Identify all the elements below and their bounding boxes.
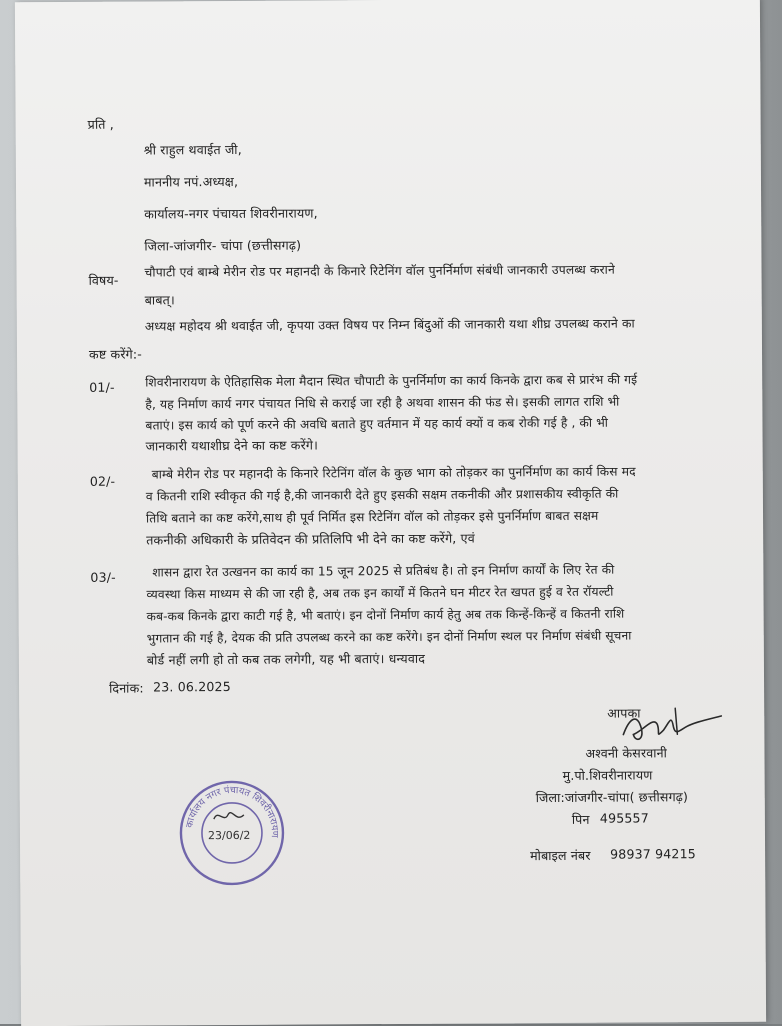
intro-line-2: कष्ट करेंगे:- [88,346,143,362]
salutation: प्रति , [87,116,114,132]
point-line: तिथि बताने का कष्ट करेंगे,साथ ही पूर्व निर्मित इस रिटेनिंग वॉल को तोड़कर इसे पुनर्निर्माण बाबत सक्षम [145,508,599,526]
date-label: दिनांक: [109,680,144,696]
mobile-value: 98937 94215 [610,846,696,862]
recipient-designation: माननीय नपं.अध्यक्ष, [143,173,239,190]
sender-district: जिला:जांजगीर-चांपा( छत्तीसगढ़) [535,789,689,806]
subject-line-2: बाबत्। [144,292,175,308]
pin-value: 495557 [599,810,649,826]
recipient-district: जिला-जांजगीर- चांपा (छत्तीसगढ़) [144,237,302,254]
subject-line-1: चौपाटी एवं बाम्बे मेरीन रोड पर महानदी के किनारे रिटेनिंग वॉल पुनर्निर्माण संबंधी जानकारी उपलब्ध कराने [144,262,615,280]
subject-label: विषय- [88,272,119,288]
mobile-label: मोबाइल नंबर [530,847,591,864]
point-line: शिवरीनारायण के ऐतिहासिक मेला मैदान स्थित चौपाटी के पुनर्निर्माण का कार्य किनके द्वारा कब से प्रारंभ की गई [145,372,638,390]
point-line: तकनीकी अधिकारी के प्रतिवेदन की प्रतिलिपि भी देने का कष्ट करेंगे, एवं [146,530,475,548]
point-line: बाम्बे मेरीन रोड पर महानदी के किनारे रिटेनिंग वॉल के कुछ भाग को तोड़कर का पुनर्निर्माण का कार्य किस मद [151,464,636,482]
point-line: बताएं। इस कार्य को पूर्ण करने की अवधि बताते हुए वर्तमान में यह कार्य क्यों व कब रोकी गई है , की भी [145,415,609,433]
point-line: कब-कब किनके द्वारा काटी गई है, भी बताएं। इन दोनों निर्माण कार्य हेतु अब तक किन्हें-किन्हें व कितनी राशि [146,606,625,624]
date-value: 23. 06.2025 [153,678,231,695]
sender-address: मु.पो.शिवरीनारायण [562,767,653,783]
stamp-date: 23/06/2 [207,828,251,843]
point-line: भुगतान की गई है, देयक की प्रति उपलब्ध करने का कष्ट करेंगे। इन दोनों निर्माण स्थल पर निर्माण संबंधी सूचना [146,628,632,646]
pin-label: पिन [571,811,590,827]
point-line: व्यवस्था किस माध्यम से की जा रही है, अब तक इन कार्यों में कितने घन मीटर रेत खपत हुई व रेत रॉयल्टी [146,584,614,602]
point-line: व कितनी राशि स्वीकृत की गई है,की जानकारी देते हुए इसकी सक्षम तकनीकी और प्रशासकीय स्वीकृति की [145,486,619,504]
point-line: जानकारी यथाशीघ्र देने का कष्ट करेंगे। [145,437,319,454]
point-number: 03/- [90,569,116,585]
intro-line-1: अध्यक्ष महोदय श्री थवाईत जी, कृपया उक्त विषय पर निम्न बिंदुओं की जानकारी यथा शीघ्र उपलब्ध कराने का [144,316,635,334]
point-line: बोर्ड नहीं लगी हो तो कब तक लगेगी, यह भी बताएं। धन्यवाद [146,650,426,668]
closing-text: आपका [607,705,641,721]
office-stamp [178,779,287,888]
stamp-text: कार्यालय नगर पंचायत शिवरीनारायण [184,784,281,838]
point-number: 01/- [89,379,115,395]
recipient-name: श्री राहुल थवाईत जी, [143,141,242,158]
point-line: शासन द्वारा रेत उत्खनन का कार्य का 15 जून 2025 से प्रतिबंध है। तो इन निर्माण कार्यों के लिए रेत की [152,562,615,580]
sender-name: अश्वनी केसरवानी [585,745,668,761]
recipient-office: कार्यालय-नगर पंचायत शिवरीनारायण, [144,205,318,222]
point-line: है, यह निर्माण कार्य नगर पंचायत निधि से कराई जा रही है अथवा शासन की फंड से। इसकी लागत राशि भी [145,394,620,412]
point-number: 02/- [89,473,116,489]
letter-page [15,0,766,1026]
signature [617,700,727,751]
